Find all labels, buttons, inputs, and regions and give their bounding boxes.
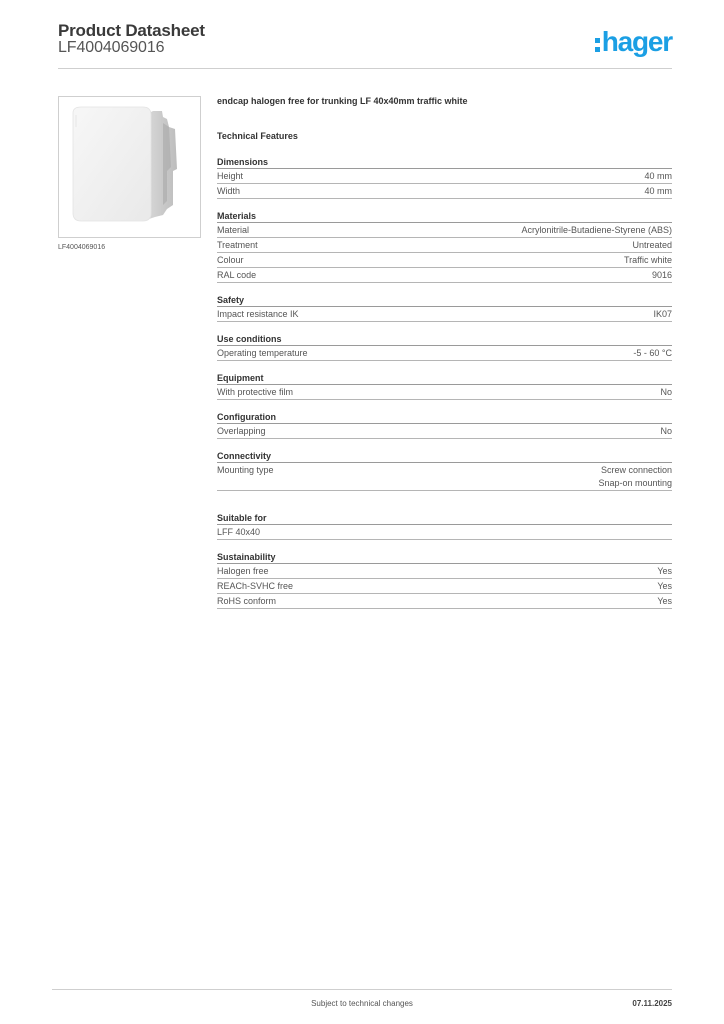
spec-row <box>217 268 672 283</box>
section-safety <box>217 293 672 322</box>
spec-row <box>217 424 672 439</box>
section-title: Sustainability <box>217 550 672 564</box>
endcap-picture <box>59 97 200 237</box>
spec-row <box>217 223 672 238</box>
spec-label: With protective film <box>217 387 294 397</box>
section-title: Connectivity <box>217 449 672 463</box>
section-dimensions <box>217 155 672 199</box>
spec-row <box>217 385 672 400</box>
spec-value: 40 mm <box>644 186 672 196</box>
section-title: Equipment <box>217 371 672 385</box>
hager-logo <box>595 26 672 58</box>
spec-row <box>217 525 672 540</box>
section-configuration <box>217 410 672 439</box>
section-title: Use conditions <box>217 332 672 346</box>
section-sustainability <box>217 550 672 609</box>
product-code: LF4004069016 <box>58 39 165 56</box>
spec-value: Yes <box>657 566 672 576</box>
footer-note: Subject to technical changes <box>311 999 413 1008</box>
product-details <box>217 96 672 609</box>
spec-row <box>217 307 672 322</box>
page-title: Product Datasheet <box>58 21 205 40</box>
spec-value: 40 mm <box>644 171 672 181</box>
spec-value: IK07 <box>653 309 672 319</box>
section-title: Safety <box>217 293 672 307</box>
spec-value: 9016 <box>651 270 672 280</box>
spec-label: Overlapping <box>217 426 266 436</box>
section-title: Suitable for <box>217 511 672 525</box>
image-caption: LF4004069016 <box>58 244 106 251</box>
section-title: Materials <box>217 209 672 223</box>
spec-value <box>598 464 672 490</box>
spec-row <box>217 564 672 579</box>
spec-label: Width <box>217 186 241 196</box>
logo-text: hager <box>601 26 672 57</box>
spec-value: Acrylonitrile-Butadiene-Styrene (ABS) <box>521 225 672 235</box>
spec-label: RAL code <box>217 270 257 280</box>
section-title: Dimensions <box>217 155 672 169</box>
technical-features-title: Technical Features <box>217 131 298 141</box>
spec-value: Untreated <box>632 240 672 250</box>
spec-value-line: Snap-on mounting <box>598 478 672 488</box>
spec-row <box>217 184 672 199</box>
spec-row <box>217 253 672 268</box>
spec-row <box>217 238 672 253</box>
footer-divider <box>52 989 672 990</box>
spec-label: Operating temperature <box>217 348 308 358</box>
spec-value: Traffic white <box>623 255 672 265</box>
spec-label: LFF 40x40 <box>217 527 261 537</box>
spec-value: Yes <box>657 596 672 606</box>
spec-label: Mounting type <box>217 465 274 475</box>
spec-label: Impact resistance IK <box>217 309 299 319</box>
spec-label: REACh-SVHC free <box>217 581 294 591</box>
spec-value: No <box>660 426 672 436</box>
product-image <box>58 96 201 238</box>
section-suitable-for <box>217 511 672 540</box>
product-description: endcap halogen free for trunking LF 40x40mm traffic white <box>217 96 468 106</box>
spec-value-line: Screw connection <box>600 465 672 475</box>
header-divider <box>58 68 672 69</box>
spec-row <box>217 594 672 609</box>
spec-value: -5 - 60 °C <box>633 348 672 358</box>
spec-value: No <box>660 387 672 397</box>
spec-label: RoHS conform <box>217 596 277 606</box>
footer-date: 07.11.2025 <box>632 999 672 1008</box>
section-use-conditions <box>217 332 672 361</box>
spec-row <box>217 169 672 184</box>
logo-dots-icon <box>595 38 600 52</box>
section-materials <box>217 209 672 283</box>
spec-label: Height <box>217 171 244 181</box>
spec-label: Material <box>217 225 250 235</box>
spec-label: Halogen free <box>217 566 269 576</box>
spec-value: Yes <box>657 581 672 591</box>
section-equipment <box>217 371 672 400</box>
spec-row <box>217 579 672 594</box>
spec-row <box>217 463 672 491</box>
spec-label: Treatment <box>217 240 258 250</box>
section-title: Configuration <box>217 410 672 424</box>
spec-label: Colour <box>217 255 244 265</box>
section-connectivity <box>217 449 672 491</box>
spec-row <box>217 346 672 361</box>
